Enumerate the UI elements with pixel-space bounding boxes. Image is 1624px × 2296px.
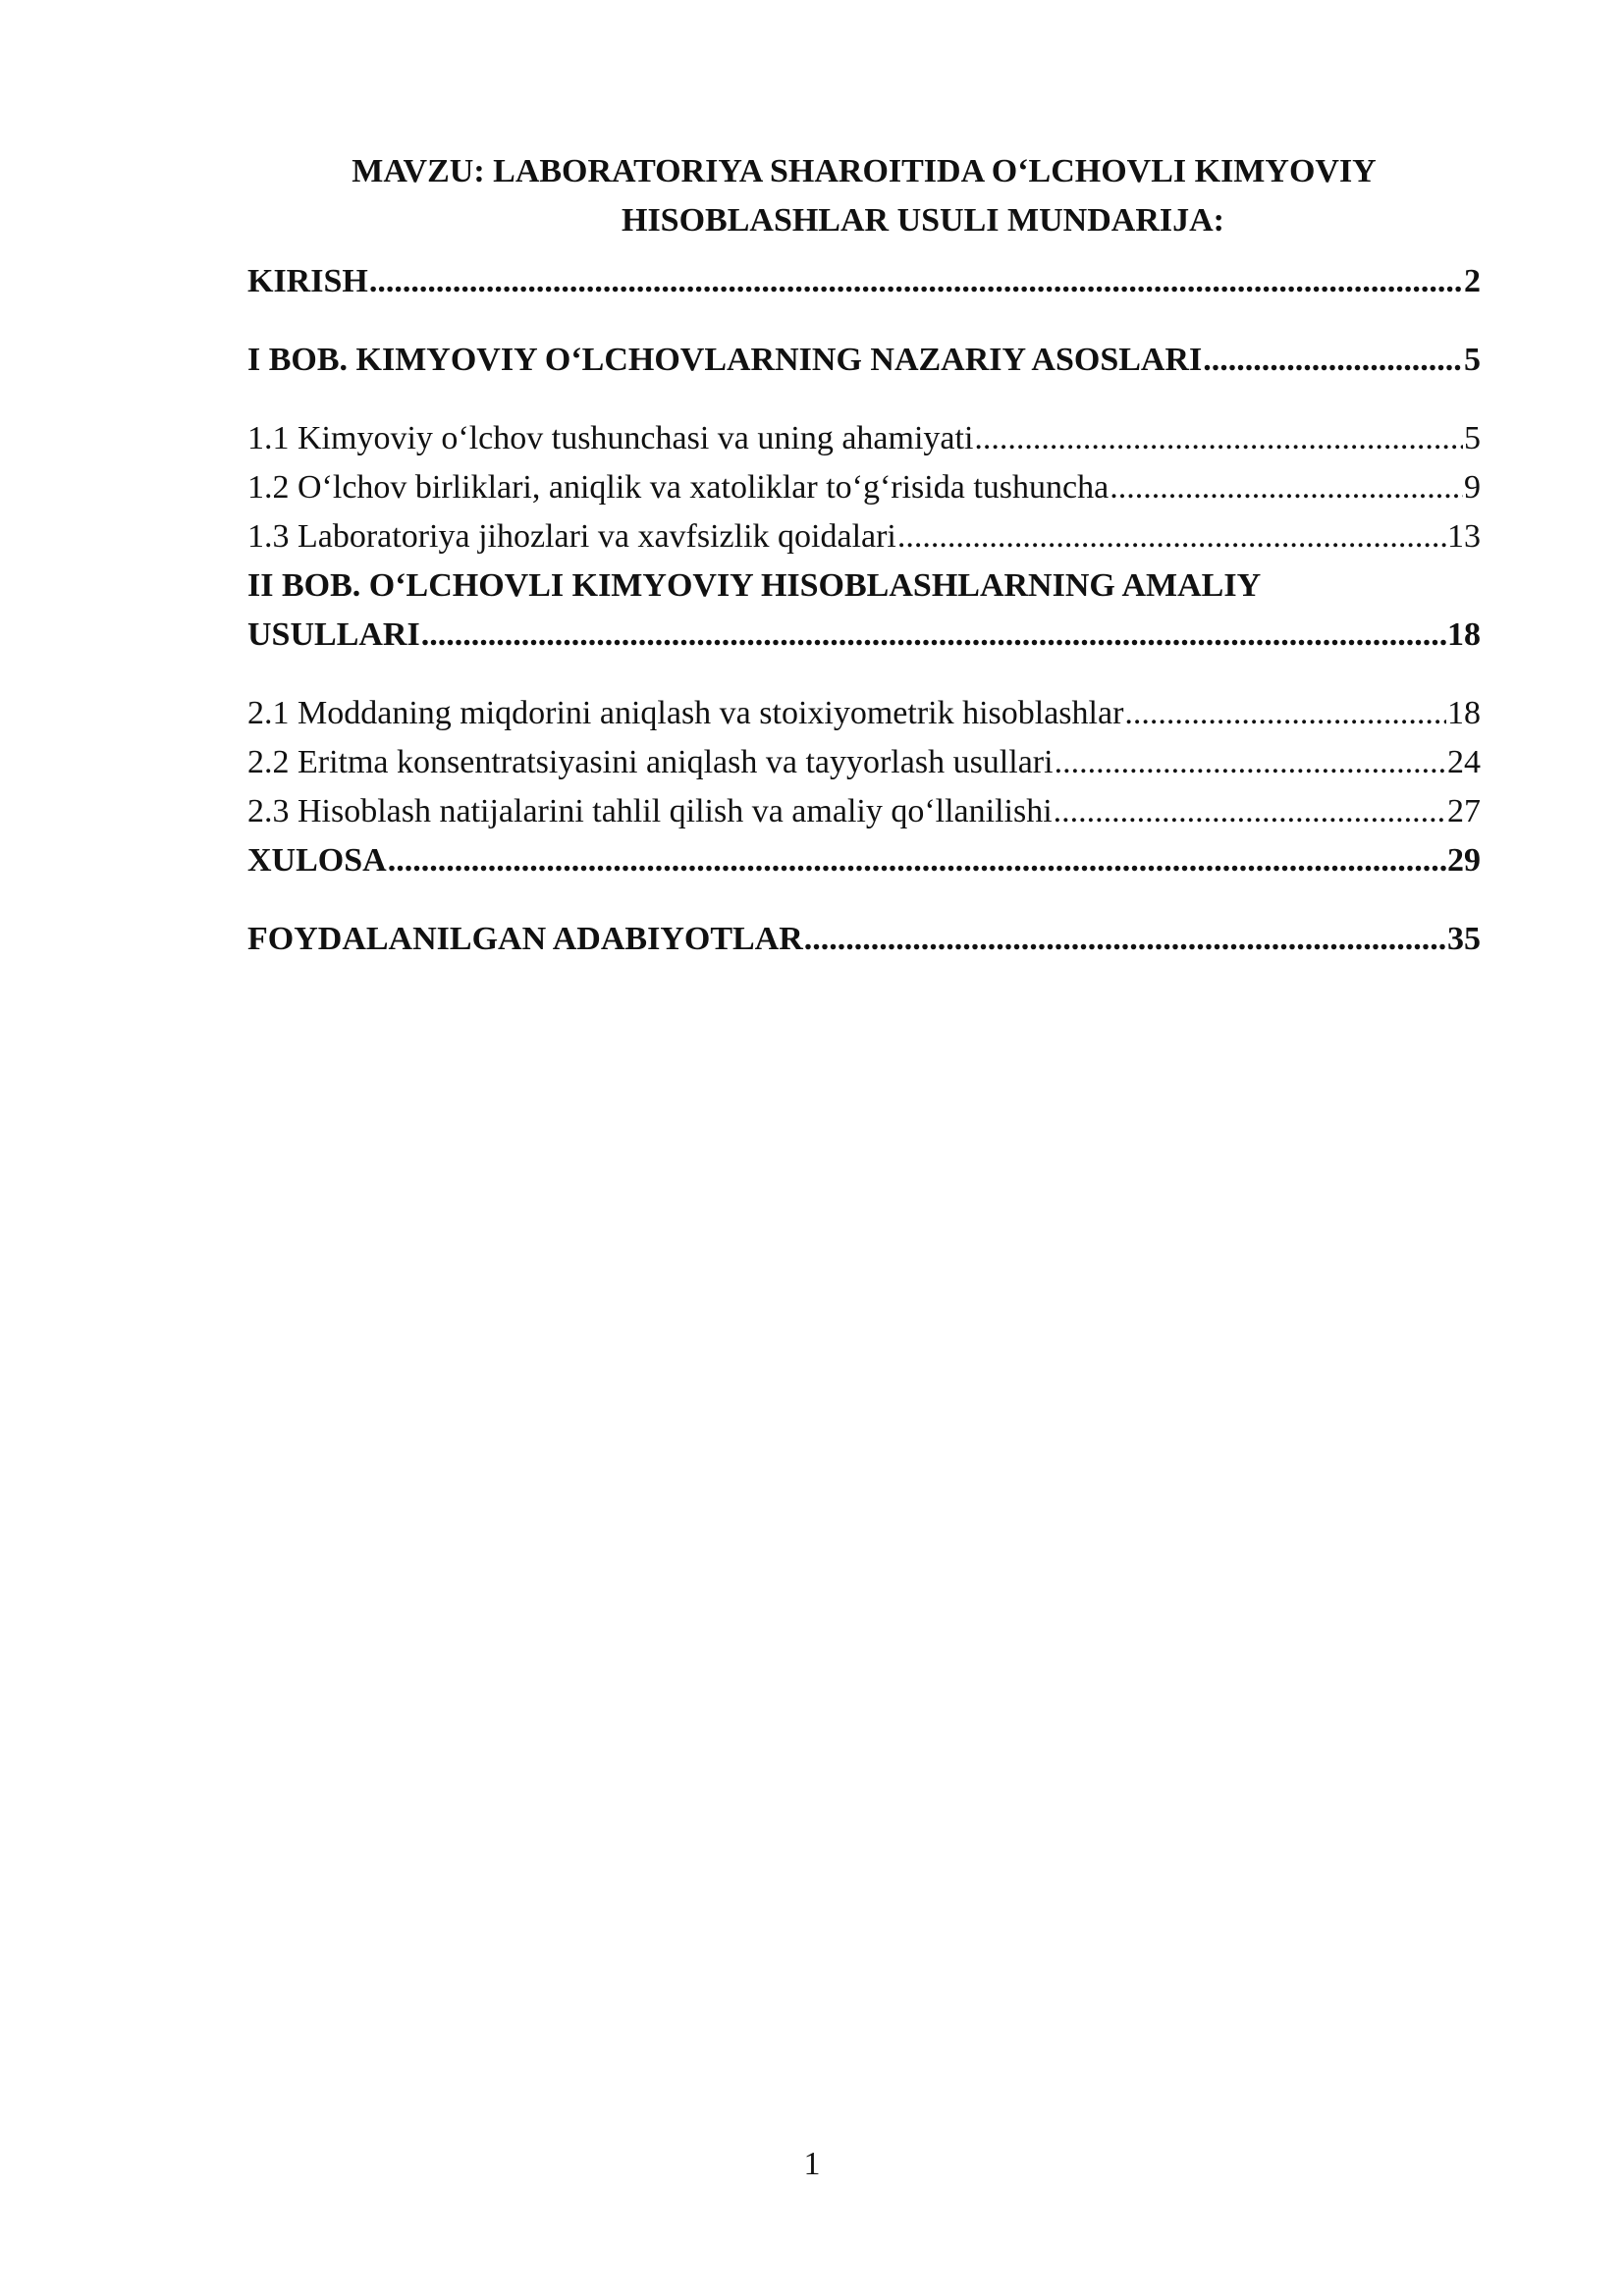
toc-leader <box>1054 787 1446 836</box>
toc-entry-adabiyotlar[interactable] <box>247 915 1481 964</box>
toc-leader <box>1124 689 1446 738</box>
toc-entry-1-3[interactable] <box>247 512 1481 561</box>
toc-entry-2-2[interactable] <box>247 738 1481 787</box>
toc-label: 1.3 Laboratoriya jihozlari va xavfsizlik qoidalari <box>247 518 896 555</box>
toc-page-number: 24 <box>1447 744 1481 780</box>
toc-entry-1-1[interactable] <box>247 414 1481 463</box>
document-title <box>245 147 1483 245</box>
title-line-2: HISOBLASHLAR USULI MUNDARIJA: <box>622 202 1224 239</box>
toc-entry-kirish[interactable] <box>247 257 1481 306</box>
table-of-contents <box>247 257 1481 964</box>
toc-page-number: 5 <box>1464 420 1481 456</box>
toc-entry-bob-2[interactable] <box>247 611 1481 660</box>
toc-label: FOYDALANILGAN ADABIYOTLAR <box>247 921 803 957</box>
toc-leader <box>421 611 1446 660</box>
toc-leader <box>804 915 1446 964</box>
toc-leader <box>1055 738 1446 787</box>
toc-label: USULLARI <box>247 616 420 653</box>
toc-page-number: 13 <box>1447 518 1481 555</box>
toc-entry-bob-2-line-1[interactable]: II BOB. O‘LCHOVLI KIMYOVIY HISOBLASHLARNING AMALIY <box>247 567 1262 604</box>
title-line-1: MAVZU: LABORATORIYA SHAROITIDA O‘LCHOVLI KIMYOVIY <box>352 153 1377 189</box>
toc-entry-2-1[interactable] <box>247 689 1481 738</box>
toc-label: 1.2 O‘lchov birliklari, aniqlik va xatoliklar to‘g‘risida tushuncha <box>247 469 1110 506</box>
toc-leader <box>388 836 1446 885</box>
toc-page-number: 9 <box>1464 469 1481 506</box>
toc-page-number: 29 <box>1447 842 1481 879</box>
toc-label: 2.2 Eritma konsentratsiyasini aniqlash va tayyorlash usullari <box>247 744 1054 780</box>
toc-page-number: 18 <box>1447 616 1481 653</box>
toc-page-number: 35 <box>1447 921 1481 957</box>
toc-leader <box>974 414 1463 463</box>
toc-page-number: 2 <box>1464 263 1481 299</box>
toc-label: 2.1 Moddaning miqdorini aniqlash va stoixiyometrik hisoblashlar <box>247 695 1124 731</box>
toc-entry-2-3[interactable] <box>247 787 1481 836</box>
toc-leader <box>897 512 1446 561</box>
toc-leader <box>1203 336 1463 385</box>
toc-label: XULOSA <box>247 842 387 879</box>
toc-label: 2.3 Hisoblash natijalarini tahlil qilish va amaliy qo‘llanilishi <box>247 793 1053 829</box>
toc-entry-bob-1[interactable] <box>247 336 1481 385</box>
toc-entry-1-2[interactable] <box>247 463 1481 512</box>
toc-page-number: 5 <box>1464 342 1481 378</box>
toc-entry-xulosa[interactable] <box>247 836 1481 885</box>
toc-page-number: 18 <box>1447 695 1481 731</box>
toc-leader <box>369 257 1463 306</box>
toc-page-number: 27 <box>1447 793 1481 829</box>
toc-leader <box>1110 463 1463 512</box>
toc-label: KIRISH <box>247 263 368 299</box>
page-number: 1 <box>803 2146 821 2182</box>
toc-label: 1.1 Kimyoviy o‘lchov tushunchasi va uning ahamiyati <box>247 420 974 456</box>
toc-label: I BOB. KIMYOVIY O‘LCHOVLARNING NAZARIY ASOSLARI <box>247 342 1203 378</box>
